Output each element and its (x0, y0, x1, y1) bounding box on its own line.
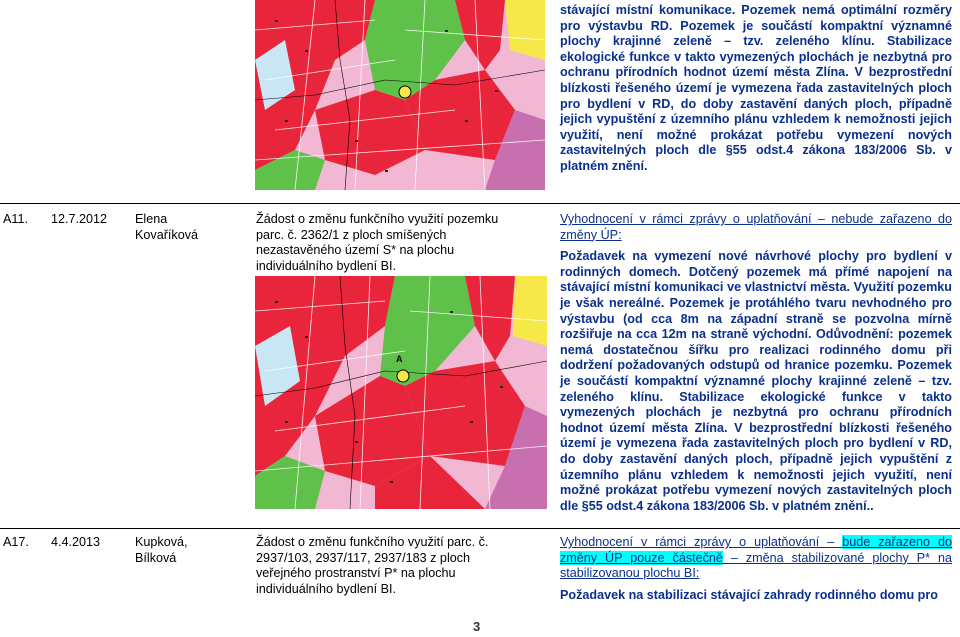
map-image-a11 (255, 276, 547, 509)
row-date: 12.7.2012 (51, 212, 108, 226)
evaluation-body: Požadavek na vymezení nové návrhové plochy pro bydlení v rodinných domech. Dotčený pozemek má přímé napojení na stávající místní komunikaci ve vlastnictví města. Využití pozemku je však nereálné. Pozemek je protáhlého tvaru nevhodného pro výstavbu (od cca 8m na západní straně se pozvolna mírně rozšiřuje na cca 12m na straně východní. Odůvodnění: pozemek nemá dostatečnou šířku pro realizaci rodinného domu při dodržení požadovaných odstupů od hranice pozemku. Pozemek je součástí kompaktní významné plochy krajinné zeleně – tzv. zeleného klínu. Stabilizace ekologické funkce v takto vymezených plochách je nezbytná pro ochranu přírodních hodnot území města Zlína. V bezprostřední blízkosti řešeného území je vymezena řada zastavitelných ploch pro bydlení v RD, do doby zastavění daných ploch, případně jejich vypuštění z územního plánu vzhledem k nemožnosti jejich využití, není možné prokázat potřebu vymezení nových zastavitelných ploch dle §55 odst.4 zákona 183/2006 Sb. v platném znění.. (560, 249, 952, 513)
row-evaluation (560, 535, 952, 603)
evaluation-head-highlight: bude zařazeno do změny ÚP pouze částečně (560, 535, 952, 565)
row-request: Žádost o změnu funkčního využití pozemku parc. č. 2362/1 z ploch smíšených nezastavěného území S* na plochu individuálního bydlení BI. (256, 212, 499, 273)
row-divider-bottom (0, 528, 960, 529)
row-evaluation (560, 212, 952, 514)
map-image-top (255, 0, 545, 190)
row-name-line2: Bílková (135, 551, 177, 565)
top-evaluation-paragraph: stávající místní komunikace. Pozemek nemá optimální rozměry pro výstavbu RD. Pozemek je součástí kompaktní významné plochy krajinné zeleně – tzv. zeleného klínu. Stabilizace ekologické funkce v takto vymezených plochách je nezbytná pro ochranu přírodních hodnot území města Zlína. V bezprostřední blízkosti řešeného území je vymezena řada zastavitelných ploch pro bydlení v RD, do doby zastavění daných ploch, případně jejich vypuštění z územního plánu vzhledem k nemožnosti jejich využití, není možné prokázat potřebu vymezení nových zastavitelných ploch dle §55 odst.4 zákona 183/2006 Sb. v platném znění. (560, 3, 952, 173)
row-id: A17. (3, 535, 29, 549)
evaluation-head: Vyhodnocení v rámci zprávy o uplatňování – nebude zařazeno do změny ÚP: (560, 212, 952, 242)
row-request: Žádost o změnu funkčního využití parc. č. 2937/103, 2937/117, 2937/183 z ploch veřejného prostranství P* na plochu individuálního bydlení BI. (256, 535, 489, 596)
row-date: 4.4.2013 (51, 535, 101, 549)
row-id: A11. (3, 212, 28, 226)
page-number: 3 (473, 619, 481, 634)
row-name-line1: Elena (135, 212, 168, 226)
map-marker-label: A (396, 354, 403, 364)
evaluation-head-a: Vyhodnocení v rámci zprávy o uplatňování – (560, 535, 843, 549)
evaluation-body: Požadavek na stabilizaci stávající zahrady rodinného domu pro (560, 587, 938, 602)
row-divider-top (0, 203, 960, 204)
evaluation-head-b: – změna stabilizované plochy P* na stabilizovanou plochu BI: (560, 550, 953, 581)
row-name-line1: Kupková, (135, 535, 188, 549)
row-name-line2: Kovaříková (135, 228, 198, 242)
